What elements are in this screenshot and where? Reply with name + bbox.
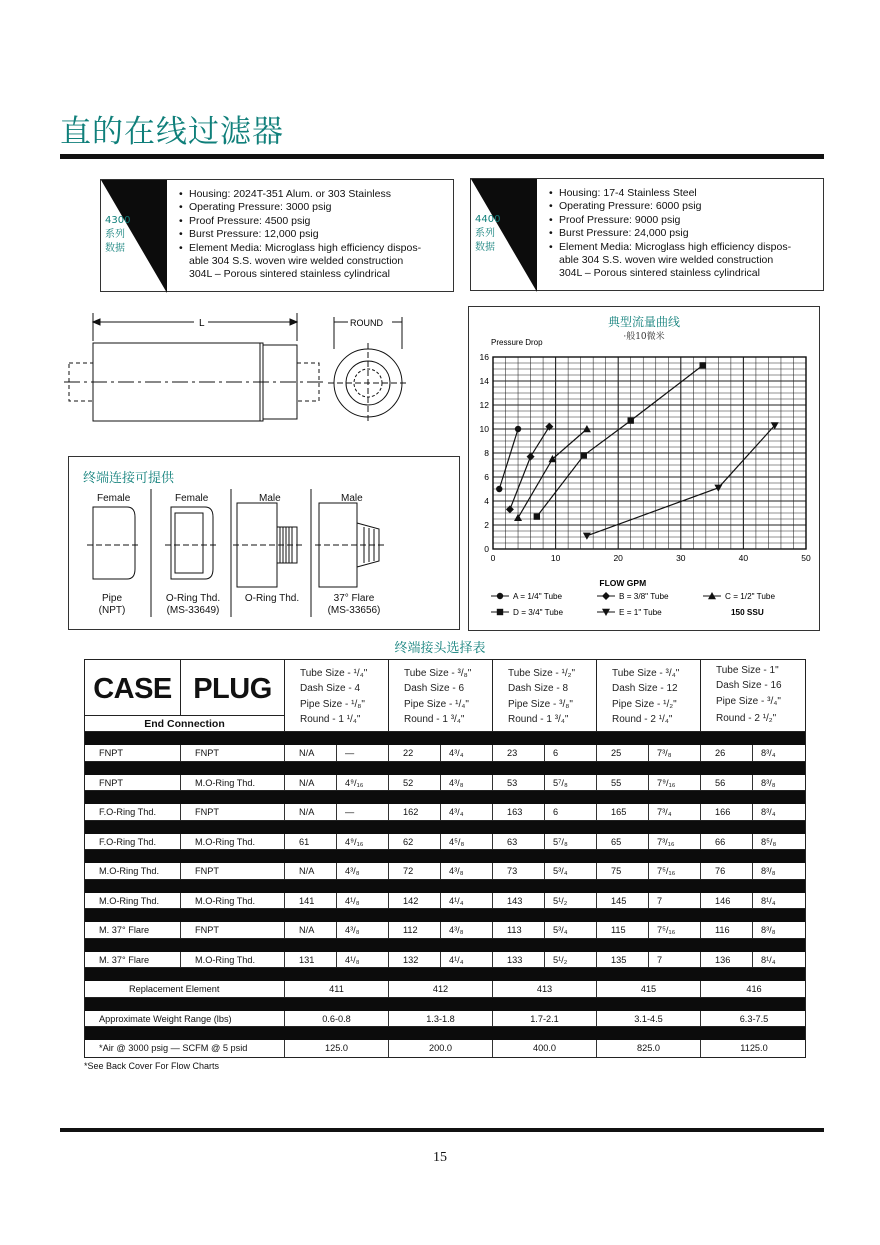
y-tick-label: 4: [484, 496, 489, 506]
summary-label: Replacement Element: [85, 981, 285, 997]
length-cell: 4³/₄: [441, 745, 493, 761]
size-column-header: [389, 660, 493, 732]
page-title: 直的在线过滤器: [60, 114, 284, 150]
summary-value: 1125.0: [740, 1043, 768, 1053]
x-tick-label: 50: [801, 553, 811, 563]
dash-number-cell: 113: [493, 922, 545, 938]
table-row: [85, 745, 805, 762]
length-cell: 4³/₈: [441, 863, 493, 879]
length-cell: 8³/₄: [761, 748, 776, 758]
spec-box-4300: [100, 179, 454, 292]
legend-note: 150 SSU: [731, 608, 764, 617]
length-cell: 8¹/₄: [761, 895, 776, 906]
summary-value: 200.0: [389, 1040, 493, 1057]
flow-chart: [469, 307, 821, 632]
dash-number-cell: 25: [597, 745, 649, 761]
x-axis-label: FLOW GPM: [599, 578, 647, 588]
dash-number-cell: 56: [701, 775, 753, 791]
spec-continuation: 304L – Porous sintered stainless cylindrical: [559, 267, 760, 280]
length-cell: 8⁵/₈: [761, 836, 777, 847]
summary-value: 125.0: [285, 1040, 389, 1057]
spec-item: • Operating Pressure: 3000 psig: [179, 201, 421, 214]
pipe-size: Pipe Size - ¹/₂": [612, 698, 677, 710]
dash-number-cell: 112: [389, 922, 441, 938]
plug-cell: FNPT: [181, 863, 285, 879]
dash-number-cell: 53: [493, 775, 545, 791]
bottom-rule: [60, 1128, 824, 1132]
data-point: [628, 417, 634, 423]
tube-size: Tube Size - 1": [716, 665, 779, 676]
top-rule: [60, 154, 824, 159]
x-tick-label: 40: [738, 553, 749, 563]
dash-number-cell: 115: [597, 922, 649, 938]
plug-cell: M.O-Ring Thd.: [181, 775, 285, 791]
length-cell: 4³/₈: [337, 863, 389, 879]
row-separator-bar: [85, 821, 805, 834]
spec-item: • Operating Pressure: 6000 psig: [549, 200, 791, 213]
summary-row: [85, 1040, 805, 1057]
row-separator-bar: [85, 1027, 805, 1040]
table-row: [85, 804, 805, 821]
case-cell: FNPT: [85, 775, 181, 791]
dash-number-cell: N/A: [285, 804, 337, 820]
legend-entry: A = 1/4" Tube: [513, 592, 563, 601]
dash-number-cell: N/A: [285, 775, 337, 791]
length-cell: 8³/₈: [761, 866, 776, 876]
length-cell: 7³/₈: [649, 745, 701, 761]
fitting-female-oring-label: [155, 593, 231, 617]
table-body: [85, 732, 805, 1057]
fitting-bottom-label: Pipe: [101, 593, 122, 604]
summary-label: *Air @ 3000 psig — SCFM @ 5 psid: [85, 1040, 285, 1057]
series-label: 系列: [105, 229, 125, 240]
chart-subtitle: ·般10微米: [623, 332, 665, 342]
series-tag-4400: [471, 179, 537, 290]
summary-row: [85, 1011, 805, 1028]
length-cell: 4⁵/₈: [441, 834, 493, 850]
row-separator-bar: [85, 880, 805, 893]
y-axis-label: Pressure Drop: [491, 338, 543, 347]
data-point: [534, 513, 540, 519]
table-row: [85, 922, 805, 939]
flow-chart-box: [468, 306, 820, 631]
data-label: 数据: [105, 243, 125, 254]
dash-size: Dash Size - 4: [300, 683, 361, 695]
summary-value: 6.3-7.5: [739, 1013, 769, 1024]
length-cell: 4¹/₈: [337, 952, 389, 968]
row-separator-bar: [85, 909, 805, 922]
length-cell: 4³/₈: [441, 775, 493, 791]
plug-cell: FNPT: [181, 804, 285, 820]
legend-entry: D = 3/4" Tube: [513, 608, 564, 617]
tube-size: Tube Size - ¹/₂": [508, 668, 576, 679]
spec-continuation: 304L – Porous sintered stainless cylindrical: [189, 268, 390, 281]
footnote: *See Back Cover For Flow Charts: [84, 1061, 220, 1071]
data-label: 数据: [475, 242, 495, 253]
row-separator-bar: [85, 732, 805, 745]
series-code: 4400: [475, 214, 501, 225]
spec-item: • Housing: 2024T-351 Alum. or 303 Stainless: [179, 188, 421, 201]
dash-number-cell: 163: [493, 804, 545, 820]
y-tick-label: 2: [484, 520, 489, 530]
case-header: CASE: [85, 660, 181, 716]
dash-number-cell: 66: [701, 834, 753, 850]
dash-number-cell: 61: [285, 834, 337, 850]
plug-header: PLUG: [181, 660, 285, 716]
dash-number-cell: 75: [597, 863, 649, 879]
legend-marker: [602, 592, 610, 600]
fitting-male-oring-label: [233, 593, 311, 605]
data-point: [581, 452, 587, 458]
dash-number-cell: 65: [597, 834, 649, 850]
pipe-size: Pipe Size - ³/₈": [508, 698, 573, 710]
plug-cell: M.O-Ring Thd.: [181, 834, 285, 850]
row-separator-bar: [85, 850, 805, 863]
x-tick-label: 10: [550, 553, 561, 563]
y-tick-label: 14: [479, 376, 489, 386]
dash-number-cell: 72: [389, 863, 441, 879]
round-label: ROUND: [350, 318, 383, 328]
spec-box-4400: [470, 178, 824, 291]
dash-number-cell: N/A: [285, 863, 337, 879]
legend-marker: [497, 609, 503, 615]
series-label: 系列: [475, 228, 495, 239]
data-point: [496, 486, 502, 492]
dash-number-cell: 133: [493, 952, 545, 968]
length-cell: 4³/₈: [441, 922, 493, 938]
legend-entry: B = 3/8" Tube: [619, 592, 669, 601]
y-tick-label: 12: [479, 400, 489, 410]
spec-continuation: able 304 S.S. woven wire welded construction: [559, 254, 774, 267]
dash-number-cell: 142: [389, 893, 441, 909]
length-cell: 8³/₄: [761, 807, 776, 817]
table-row: [85, 952, 805, 969]
spec-item: • Element Media: Microglass high efficiency dispos-: [179, 242, 421, 255]
row-separator-bar: [85, 939, 805, 952]
fitting-bottom-sub: (NPT): [98, 605, 126, 616]
dash-number-cell: 143: [493, 893, 545, 909]
plug-cell: FNPT: [181, 745, 285, 761]
fitting-top-label: Female: [175, 493, 209, 504]
data-point: [700, 362, 706, 368]
x-tick-label: 30: [676, 553, 686, 563]
chart-title: 典型流量曲线: [607, 315, 680, 329]
data-point: [527, 453, 535, 461]
fitting-top-label: Female: [97, 493, 131, 504]
spec-item: • Element Media: Microglass high efficiency dispos-: [549, 241, 791, 254]
y-tick-label: 16: [479, 352, 489, 362]
length-cell: 4³/₈: [337, 922, 389, 938]
selection-table: [84, 659, 806, 1058]
length-cell: 5⁷/₈: [545, 775, 597, 791]
pipe-size: Pipe Size - ¹/₈": [300, 698, 365, 710]
dash-number-cell: 26: [701, 745, 753, 761]
length-cell: 7⁵/₁₆: [649, 922, 701, 938]
case-cell: M. 37° Flare: [85, 952, 181, 968]
length-cell: 6: [545, 804, 597, 820]
round-size: Round - 1 ³/₄": [508, 714, 569, 726]
round-size: Round - 2 ¹/₄": [612, 714, 673, 726]
fitting-top-label: Male: [259, 493, 281, 504]
length-cell: 5¹/₂: [545, 893, 597, 909]
x-tick-label: 20: [613, 553, 623, 563]
fitting-bottom-sub: (MS-33649): [166, 605, 220, 616]
dash-number-cell: 145: [597, 893, 649, 909]
summary-value: 413: [493, 981, 597, 997]
dash-number-cell: 76: [701, 863, 753, 879]
plug-cell: M.O-Ring Thd.: [181, 893, 285, 909]
series-line: [518, 429, 587, 518]
dash-number-cell: 131: [285, 952, 337, 968]
length-cell: 7: [649, 952, 701, 968]
table-row: [85, 775, 805, 792]
dash-number-cell: 146: [701, 893, 753, 909]
spec-item: • Burst Pressure: 24,000 psig: [549, 227, 791, 240]
length-cell: 7: [649, 893, 701, 909]
dash-number-cell: 116: [701, 922, 753, 938]
length-cell: 7³/₄: [649, 804, 701, 820]
spec-item: • Housing: 17-4 Stainless Steel: [549, 187, 791, 200]
tube-size: Tube Size - ¹/₄": [300, 668, 368, 679]
fitting-bottom-label: O-Ring Thd.: [244, 593, 300, 604]
case-cell: F.O-Ring Thd.: [85, 804, 181, 820]
dash-number-cell: 165: [597, 804, 649, 820]
length-cell: 5⁷/₈: [545, 834, 597, 850]
table-row: [85, 863, 805, 880]
spec-item: • Proof Pressure: 9000 psig: [549, 214, 791, 227]
length-cell: 5¹/₂: [545, 952, 597, 968]
dash-number-cell: 63: [493, 834, 545, 850]
data-point: [506, 505, 514, 513]
length-cell: 8³/₈: [761, 925, 776, 935]
dash-number-cell: 22: [389, 745, 441, 761]
summary-value: 0.6-0.8: [285, 1011, 389, 1027]
summary-value: 415: [597, 981, 701, 997]
table-header: [85, 660, 805, 732]
series-code: 4300: [105, 215, 131, 226]
dash-number-cell: 136: [701, 952, 753, 968]
dash-number-cell: N/A: [285, 745, 337, 761]
length-cell: 4⁹/₁₆: [337, 775, 389, 791]
table-row: [85, 834, 805, 851]
plug-cell: M.O-Ring Thd.: [181, 952, 285, 968]
legend-entry: E = 1" Tube: [619, 608, 662, 617]
length-cell: 4¹/₄: [441, 893, 493, 909]
spec-item: • Proof Pressure: 4500 psig: [179, 215, 421, 228]
tube-size: Tube Size - ³/₈": [404, 668, 472, 679]
summary-value: 3.1-4.5: [597, 1011, 701, 1027]
spec-list-4300: [179, 188, 421, 282]
length-cell: 8³/₈: [761, 777, 776, 788]
y-tick-label: 6: [484, 472, 489, 482]
summary-value: 400.0: [493, 1040, 597, 1057]
length-cell: 4⁹/₁₆: [337, 834, 389, 850]
length-cell: 6: [545, 745, 597, 761]
y-tick-label: 10: [479, 424, 489, 434]
row-separator-bar: [85, 968, 805, 981]
filter-drawing: [62, 305, 422, 445]
dash-number-cell: 162: [389, 804, 441, 820]
length-cell: 4³/₄: [441, 804, 493, 820]
length-cell: 5³/₄: [545, 863, 597, 879]
summary-value: 411: [285, 981, 389, 997]
fitting-top-label: Male: [341, 493, 363, 504]
case-cell: M.O-Ring Thd.: [85, 893, 181, 909]
dash-number-cell: 141: [285, 893, 337, 909]
spec-list-4400: [549, 187, 791, 281]
length-cell: 7⁹/₁₆: [649, 775, 701, 791]
y-tick-label: 0: [484, 544, 489, 554]
length-cell: —: [337, 745, 389, 761]
dash-number-cell: 23: [493, 745, 545, 761]
summary-value: 1.7-2.1: [493, 1011, 597, 1027]
summary-value: 1.3-1.8: [389, 1011, 493, 1027]
table-row: [85, 893, 805, 910]
round-size: Round - 2 ¹/₂": [716, 713, 777, 725]
dash-number-cell: N/A: [285, 922, 337, 938]
data-point: [515, 426, 521, 432]
row-separator-bar: [85, 762, 805, 775]
dash-size: Dash Size - 12: [612, 683, 678, 695]
spec-continuation: able 304 S.S. woven wire welded construction: [189, 255, 404, 268]
tube-size: Tube Size - ³/₄": [612, 668, 680, 679]
end-connection-header: End Connection: [85, 716, 285, 732]
length-label: L: [199, 318, 205, 329]
summary-value: 412: [389, 981, 493, 997]
case-cell: M. 37° Flare: [85, 922, 181, 938]
length-cell: 4¹/₈: [337, 893, 389, 909]
legend-marker: [497, 593, 503, 599]
summary-value: 825.0: [597, 1040, 701, 1057]
row-separator-bar: [85, 998, 805, 1011]
round-size: Round - 1 ³/₄": [404, 714, 465, 726]
length-cell: 5³/₄: [545, 922, 597, 938]
dash-size: Dash Size - 8: [508, 683, 569, 695]
row-separator-bar: [85, 791, 805, 804]
plug-cell: FNPT: [181, 922, 285, 938]
y-tick-label: 8: [484, 448, 489, 458]
x-tick-label: 0: [490, 553, 496, 563]
data-point: [514, 514, 522, 521]
fitting-pipe-label: [77, 593, 147, 617]
summary-row: [85, 981, 805, 998]
size-column-header: [285, 660, 389, 732]
length-cell: 7⁵/₁₆: [649, 863, 701, 879]
dash-number-cell: 132: [389, 952, 441, 968]
fitting-flare-label: [315, 593, 393, 617]
fitting-bottom-sub: (MS-33656): [327, 605, 381, 616]
size-column-header: [701, 660, 807, 732]
dash-size: Dash Size - 6: [404, 683, 465, 695]
dash-number-cell: 135: [597, 952, 649, 968]
fittings-box: [68, 456, 460, 630]
case-cell: F.O-Ring Thd.: [85, 834, 181, 850]
length-cell: 7³/₁₆: [649, 834, 701, 850]
case-cell: M.O-Ring Thd.: [85, 863, 181, 879]
case-cell: FNPT: [85, 745, 181, 761]
series-tag-4300: [101, 180, 167, 291]
dash-number-cell: 73: [493, 863, 545, 879]
selection-table-title: 终端接头选择表: [394, 641, 486, 656]
length-cell: —: [337, 804, 389, 820]
dash-number-cell: 166: [701, 804, 753, 820]
length-cell: 4¹/₄: [441, 952, 493, 968]
spec-item: • Burst Pressure: 12,000 psig: [179, 228, 421, 241]
summary-label: Approximate Weight Range (lbs): [85, 1011, 285, 1027]
dash-size: Dash Size - 16: [716, 680, 782, 692]
fitting-bottom-label: 37° Flare: [333, 593, 375, 604]
dash-number-cell: 55: [597, 775, 649, 791]
page-number: 15: [433, 1150, 447, 1165]
fittings-title: 终端连接可提供: [83, 471, 175, 486]
pipe-size: Pipe Size - ¹/₄": [404, 698, 469, 710]
summary-value: 416: [746, 984, 762, 994]
dash-number-cell: 52: [389, 775, 441, 791]
round-size: Round - 1 ¹/₄": [300, 714, 361, 726]
pipe-size: Pipe Size - ³/₄": [716, 695, 781, 707]
length-cell: 8¹/₄: [761, 954, 776, 965]
dash-number-cell: 62: [389, 834, 441, 850]
size-column-header: [493, 660, 597, 732]
size-column-header: [597, 660, 701, 732]
legend-entry: C = 1/2" Tube: [725, 592, 776, 601]
data-point: [583, 533, 591, 540]
fitting-bottom-label: O-Ring Thd.: [165, 593, 221, 604]
